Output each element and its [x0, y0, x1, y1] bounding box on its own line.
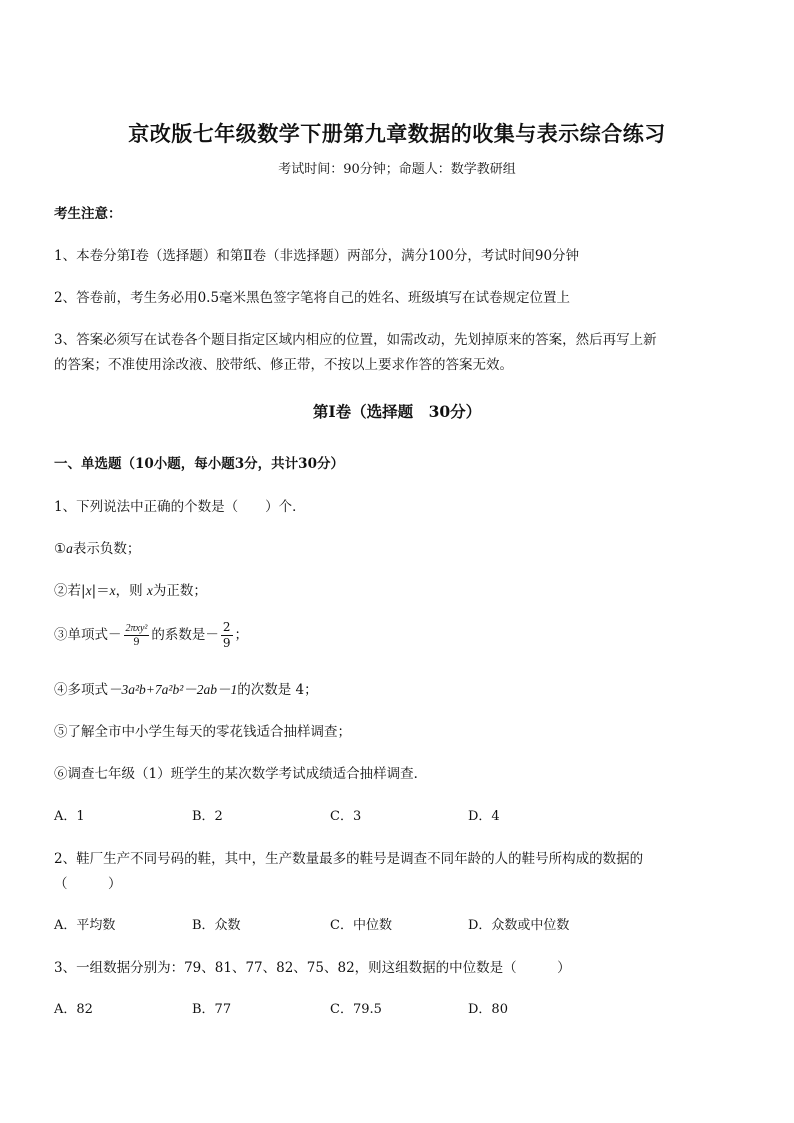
- exam-info: 考试时间：90分钟；命题人：数学教研组: [278, 162, 516, 177]
- q2-option-a[interactable]: A．平均数: [54, 918, 116, 933]
- statement-1: ①a表示负数；: [54, 541, 141, 557]
- statement-4: ④多项式－3a²b+7a²b²－2ab－1的次数是 4；: [54, 682, 318, 698]
- notice-item-1: 1、本卷分第Ⅰ卷（选择题）和第Ⅱ卷（非选择题）两部分，满分100分，考试时间90分钟: [54, 248, 580, 264]
- statement-3: ③单项式－ $\frac{\text{2πxy²}}{9}$ 的系数是－ $\frac{2}{9}$ ；: [54, 620, 249, 650]
- part-title: 第Ⅰ卷（选择题 30分）: [312, 402, 482, 421]
- notice-item-3-cont: 的答案；不准使用涂改液、胶带纸、修正带，不按以上要求作答的答案无效。: [54, 357, 513, 373]
- notice-item-3: 3、答案必须写在试卷各个题目指定区域内相应的位置，如需改动，先划掉原来的答案，然后再写上新: [54, 332, 657, 348]
- q1-option-a[interactable]: A．1: [54, 809, 85, 824]
- q2-option-b[interactable]: B．众数: [192, 918, 241, 933]
- q1-option-d[interactable]: D．4: [468, 809, 500, 824]
- q1-option-b[interactable]: B．2: [192, 809, 223, 824]
- q3-option-d[interactable]: D．80: [468, 1002, 508, 1017]
- statement-2: ②若|x|＝x，则 x为正数；: [54, 583, 207, 599]
- monomial-fraction: $\frac{\text{2πxy²}}{9}$: [125, 623, 148, 648]
- question-3-stem: 3、一组数据分别为：79、81、77、82、75、82，则这组数据的中位数是（ ）: [54, 960, 571, 976]
- notice-item-2: 2、答卷前，考生务必用0.5毫米黑色签字笔将自己的姓名、班级填写在试卷规定位置上: [54, 290, 571, 306]
- notice-heading: 考生注意：: [54, 206, 122, 222]
- q2-option-c[interactable]: C．中位数: [330, 918, 392, 933]
- coefficient-fraction: $\frac{2}{9}$: [222, 620, 231, 650]
- question-1-stem: 1、下列说法中正确的个数是（ ）个．: [54, 499, 306, 515]
- q2-option-d[interactable]: D．众数或中位数: [468, 918, 570, 933]
- page-title: 京改版七年级数学下册第九章数据的收集与表示综合练习: [128, 121, 666, 146]
- question-2-stem-cont: （ ）: [54, 876, 122, 892]
- q3-option-c[interactable]: C．79.5: [330, 1002, 382, 1017]
- q3-option-a[interactable]: A．82: [54, 1002, 93, 1017]
- section-title: 一、单选题（10小题，每小题3分，共计30分）: [54, 456, 344, 472]
- q1-option-c[interactable]: C．3: [330, 809, 362, 824]
- statement-5: ⑤了解全市中小学生每天的零花钱适合抽样调查；: [54, 724, 351, 740]
- question-2-stem: 2、鞋厂生产不同号码的鞋，其中，生产数量最多的鞋号是调查不同年龄的人的鞋号所构成的数据的: [54, 851, 644, 867]
- q3-option-b[interactable]: B．77: [192, 1002, 232, 1017]
- statement-6: ⑥调查七年级（1）班学生的某次数学考试成绩适合抽样调查．: [54, 766, 428, 782]
